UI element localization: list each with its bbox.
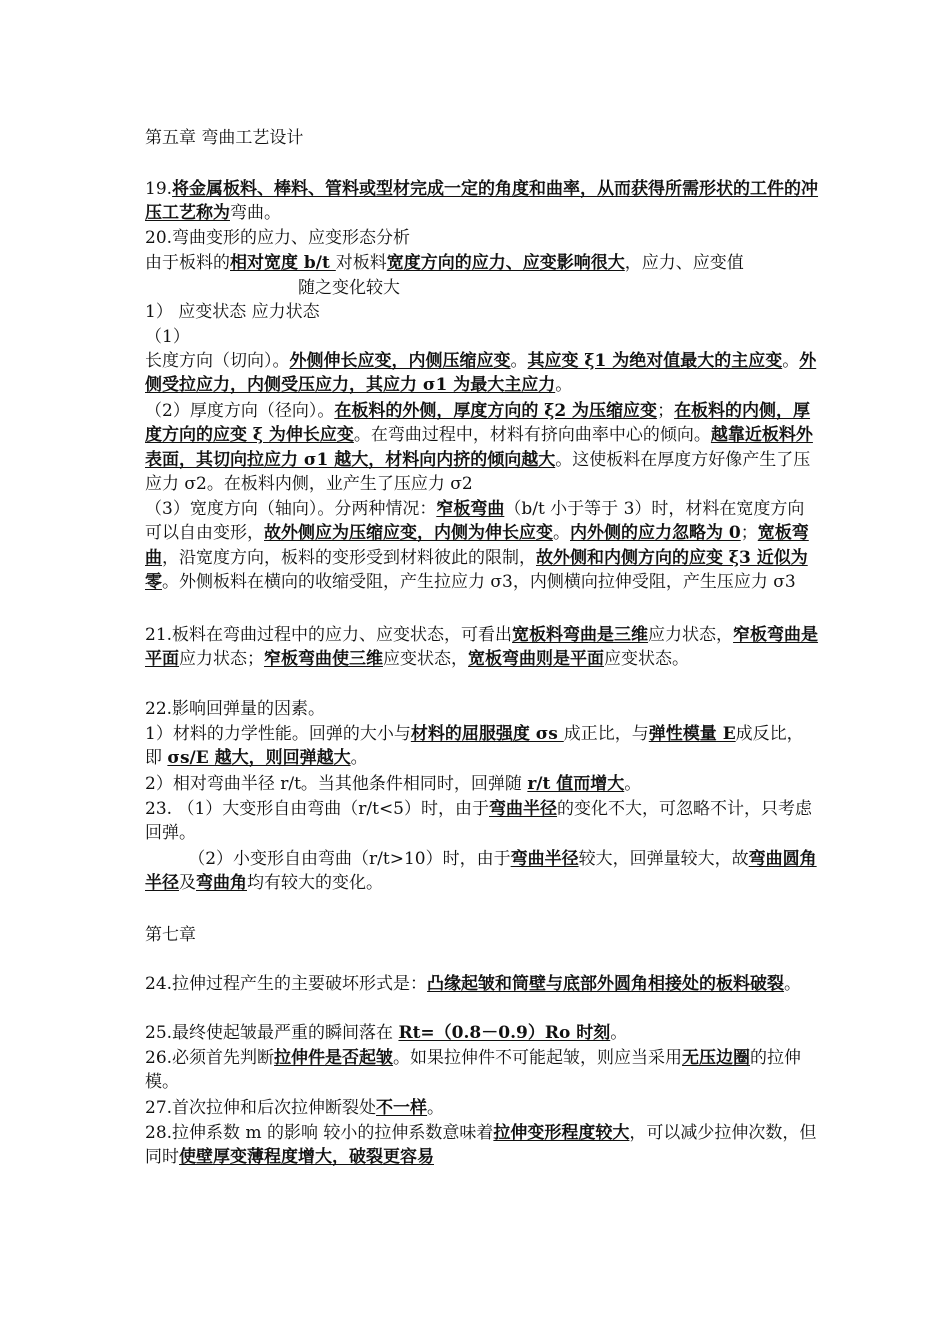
text-run: 弯曲。 — [230, 203, 281, 224]
text-run: 。如果拉伸件不可能起皱，则应当采用 — [393, 1048, 683, 1068]
paragraph-20-line1 — [145, 251, 845, 275]
emphasized-text: r/t 值而增大 — [527, 774, 625, 794]
paragraph-28 — [145, 1121, 820, 1170]
emphasized-text: 无压边圈 — [682, 1048, 751, 1068]
text-run: 成反比，即 — [145, 724, 804, 769]
text-run: 应变状态， — [383, 649, 468, 670]
emphasized-text: 窄板弯曲 — [436, 499, 505, 519]
paragraph-20-sub2 — [145, 399, 820, 496]
emphasized-text: 拉伸件是否起皱 — [274, 1048, 394, 1068]
emphasized-text: 弯曲半径 — [510, 849, 579, 869]
paragraph-23-item1 — [145, 797, 820, 846]
emphasized-text: 拉伸变形程度较大 — [493, 1123, 630, 1143]
emphasized-text: 宽板弯曲则是平面 — [468, 649, 604, 670]
text-run: ； — [657, 401, 675, 421]
text-run: （2）厚度方向（径向）。 — [145, 401, 335, 421]
text-run: 23. （1）大变形自由弯曲（r/t<5）时，由于 — [145, 799, 490, 819]
emphasized-text: 越靠近板料外表面，其切向拉应力 σ1 越大，材料向内挤的倾向越大 — [145, 425, 813, 470]
text-run: 19. — [145, 179, 173, 199]
paragraph-22-item1 — [145, 722, 820, 771]
text-run: 2）相对弯曲半径 r/t。当其他条件相同时，回弹随 — [145, 774, 528, 794]
text-run: 。 — [427, 1098, 445, 1118]
text-run: 的变化不大，可忽略不计，只考虑回弹。 — [145, 799, 813, 844]
emphasized-text: 窄板弯曲使三维 — [264, 649, 383, 670]
text-run: 26.必须首先判断 — [145, 1048, 275, 1068]
paragraph-25 — [145, 1021, 820, 1045]
emphasized-text: 宽板弯曲 — [145, 523, 809, 568]
paragraph-20-sub1-number: （1） — [145, 327, 190, 347]
emphasized-text: 使壁厚变薄程度增大，破裂更容易 — [179, 1147, 434, 1168]
text-run: 。外侧板料在横向的收缩受阻，产生拉应力 σ3，内侧横向拉伸受阻，产生压应力 σ3 — [162, 571, 796, 592]
chapter-5-title: 第五章 弯曲工艺设计 — [145, 128, 304, 148]
text-run: 。这使板料在厚度方好像产生了压应力 σ2。在板料内侧，业产生了压应力 σ2 — [145, 449, 811, 494]
emphasized-text: 材料的屈服强度 σs — [410, 724, 564, 744]
emphasized-text: 故外侧应为压缩应变，内侧为伸长应变 — [264, 523, 553, 544]
text-run: 。 — [555, 375, 573, 396]
text-run: 的拉伸模。 — [145, 1048, 802, 1093]
text-run: 。 — [350, 748, 368, 769]
emphasized-text: 故外侧和内侧方向的应变 ξ3 近似为零 — [145, 547, 808, 592]
text-run: 对板料 — [335, 253, 387, 273]
paragraph-20-state: 1） 应变状态 应力状态 — [145, 302, 320, 322]
emphasized-text: 在板料的外侧，厚度方向的 ξ2 为压缩应变 — [334, 401, 658, 421]
text-run: ，沿宽度方向，板料的变形受到材料彼此的限制， — [162, 547, 536, 568]
emphasized-text: 弯曲角 — [196, 873, 247, 894]
text-run: 均有较大的变化。 — [247, 873, 383, 894]
paragraph-24 — [145, 972, 820, 996]
emphasized-text: 外侧伸长应变，内侧压缩应变 — [289, 351, 511, 371]
paragraph-21 — [145, 623, 820, 672]
text-run: 应力状态， — [648, 625, 734, 645]
paragraph-22-title: 22.影响回弹量的因素。 — [145, 699, 326, 719]
text-run: 。 — [624, 774, 642, 794]
text-run: 应变状态。 — [604, 649, 689, 670]
emphasized-text: 弯曲半径 — [489, 799, 558, 819]
text-run: 24.拉伸过程产生的主要破坏形式是： — [145, 974, 428, 994]
text-run: （b/t 小于等于 3）时，材料在宽度方向可以自由变形， — [145, 499, 805, 544]
text-run: 28.拉伸系数 m 的影响 较小的拉伸系数意味着 — [145, 1123, 494, 1143]
emphasized-text: σs/E 越大，则回弹越大 — [167, 748, 351, 769]
emphasized-text: 凸缘起皱和筒壁与底部外圆角相接处的板料破裂 — [427, 974, 785, 994]
chapter-7-title: 第七章 — [145, 925, 196, 945]
text-run: 。 — [784, 974, 802, 994]
text-run: 。 — [782, 351, 800, 371]
text-run: 27.首次拉伸和后次拉伸断裂处 — [145, 1098, 377, 1118]
emphasized-text: 其应变 ξ1 为绝对值最大的主应变 — [527, 351, 783, 371]
text-run: 较大，回弹量较大，故 — [578, 849, 749, 869]
paragraph-22-item2 — [145, 772, 820, 796]
text-run: 长度方向（切向）。 — [145, 351, 290, 371]
paragraph-23-item2 — [145, 847, 820, 896]
emphasized-text: 弯曲圆角半径 — [145, 849, 817, 894]
emphasized-text: 窄板弯曲是平面 — [145, 625, 819, 670]
paragraph-19 — [145, 177, 820, 226]
emphasized-text: 在板料的内侧，厚度方向的应变 ξ 为伸长应变 — [145, 401, 811, 446]
emphasized-text: 不一样 — [376, 1098, 428, 1118]
text-run: ； — [740, 523, 758, 544]
paragraph-20-sub1 — [145, 349, 820, 398]
text-run: 成正比，与 — [563, 724, 649, 744]
paragraph-20-title: 20.弯曲变形的应力、应变形态分析 — [145, 228, 411, 248]
text-run: 。 — [510, 351, 528, 371]
text-run: 1）材料的力学性能。回弹的大小与 — [145, 724, 411, 744]
paragraph-20-line2: 随之变化较大 — [298, 278, 400, 298]
text-run: 。在弯曲过程中，材料有挤向曲率中心的倾向。 — [353, 425, 711, 446]
text-run: ，可以减少拉伸次数，但同时 — [145, 1123, 817, 1168]
paragraph-26 — [145, 1046, 820, 1095]
text-run: 。 — [610, 1023, 628, 1043]
paragraph-20-sub3 — [145, 497, 820, 594]
emphasized-text: 弹性模量 E — [648, 724, 736, 744]
paragraph-27 — [145, 1096, 820, 1120]
text-run: 及 — [179, 873, 196, 894]
text-run: ，应力、应变值 — [624, 253, 744, 273]
text-run: 25.最终使起皱最严重的瞬间落在 — [145, 1023, 399, 1043]
text-run: （3）宽度方向（轴向）。分两种情况： — [145, 499, 437, 519]
emphasized-text: 宽板料弯曲是三维 — [512, 625, 649, 645]
emphasized-text: Rt=（0.8－0.9）Ro 时刻 — [398, 1023, 611, 1043]
text-run: 21.板料在弯曲过程中的应力、应变状态，可看出 — [145, 625, 513, 645]
emphasized-text: 外侧受拉应力，内侧受压应力，其应力 σ1 为最大主应力 — [145, 351, 817, 396]
emphasized-text: 内外侧的应力忽略为 0 — [570, 523, 741, 544]
emphasized-text: 宽度方向的应力、应变影响很大 — [386, 253, 625, 273]
text-run: 由于板料的 — [145, 253, 230, 273]
emphasized-text: 将金属板料、棒料、管料或型材完成一定的角度和曲率，从而获得所需形状的工件的冲压工艺称为 — [145, 179, 819, 224]
text-run: （2）小变形自由弯曲（r/t>10）时，由于 — [145, 849, 511, 869]
text-run: 。 — [553, 523, 570, 544]
emphasized-text: 相对宽度 b/t — [230, 253, 336, 273]
text-run: 应力状态； — [179, 649, 264, 670]
